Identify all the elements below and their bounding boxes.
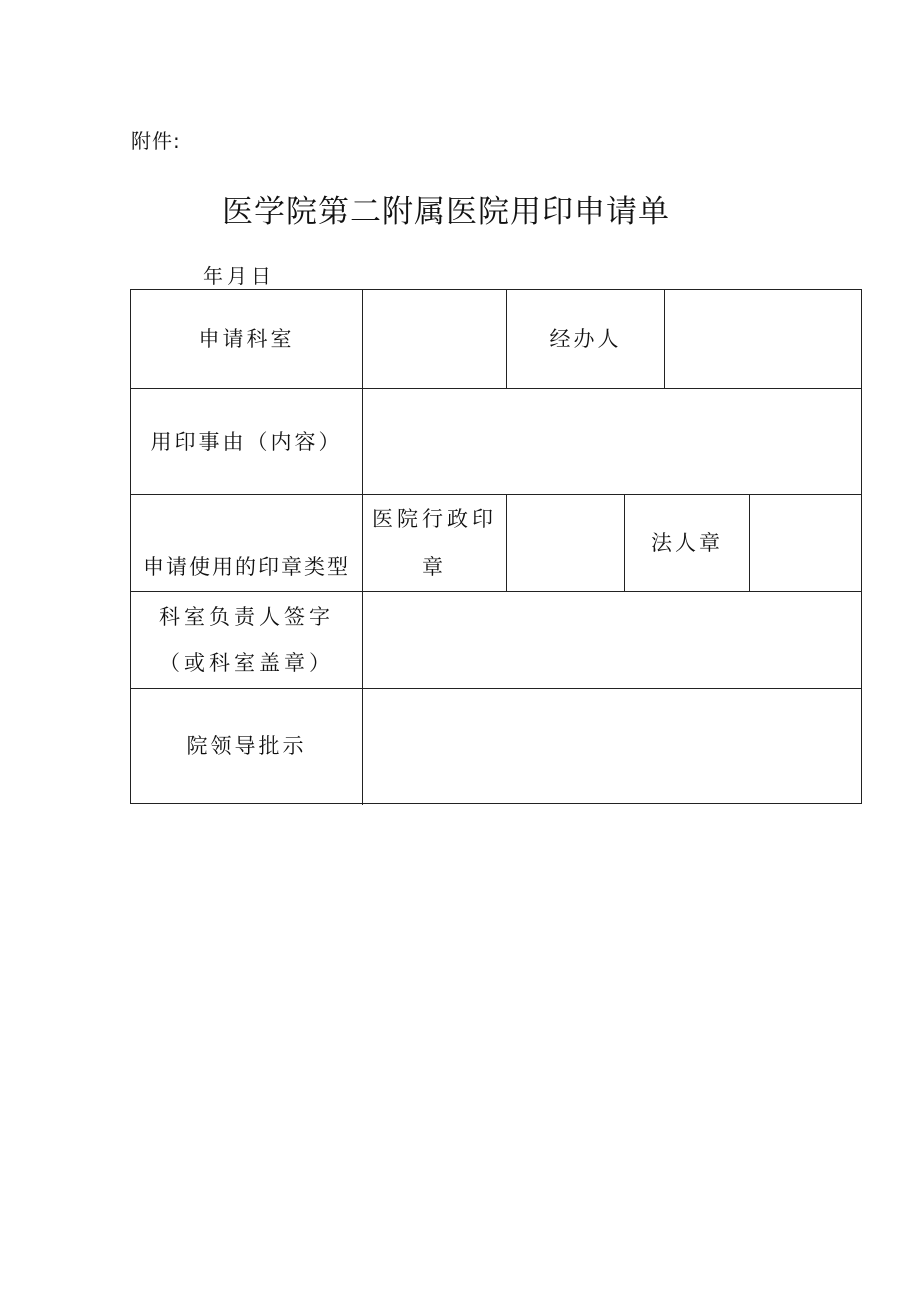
purpose-field[interactable]	[363, 389, 861, 494]
admin-seal-label: 医院行政印章	[372, 507, 497, 579]
purpose-label: 用印事由（内容）	[150, 429, 343, 454]
department-head-field[interactable]	[363, 592, 861, 688]
department-label: 申请科室	[198, 327, 295, 351]
date-label: 年月日	[203, 264, 275, 288]
seal-application-form	[130, 289, 862, 804]
leader-approval-field[interactable]	[363, 689, 861, 803]
seal-type-label: 申请使用的印章类型	[143, 555, 350, 579]
admin-seal-field[interactable]	[507, 495, 624, 591]
legal-seal-label: 法人章	[651, 531, 723, 555]
handler-label: 经办人	[549, 327, 622, 351]
page-title: 医学院第二附属医院用印申请单	[222, 194, 670, 230]
leader-approval-label: 院领导批示	[186, 734, 307, 758]
handler-field[interactable]	[665, 290, 861, 388]
attachment-label: 附件:	[131, 129, 181, 153]
department-head-label: 科室负责人签字（或科室盖章）	[159, 605, 334, 675]
legal-seal-field[interactable]	[750, 495, 861, 591]
department-field[interactable]	[363, 290, 506, 388]
